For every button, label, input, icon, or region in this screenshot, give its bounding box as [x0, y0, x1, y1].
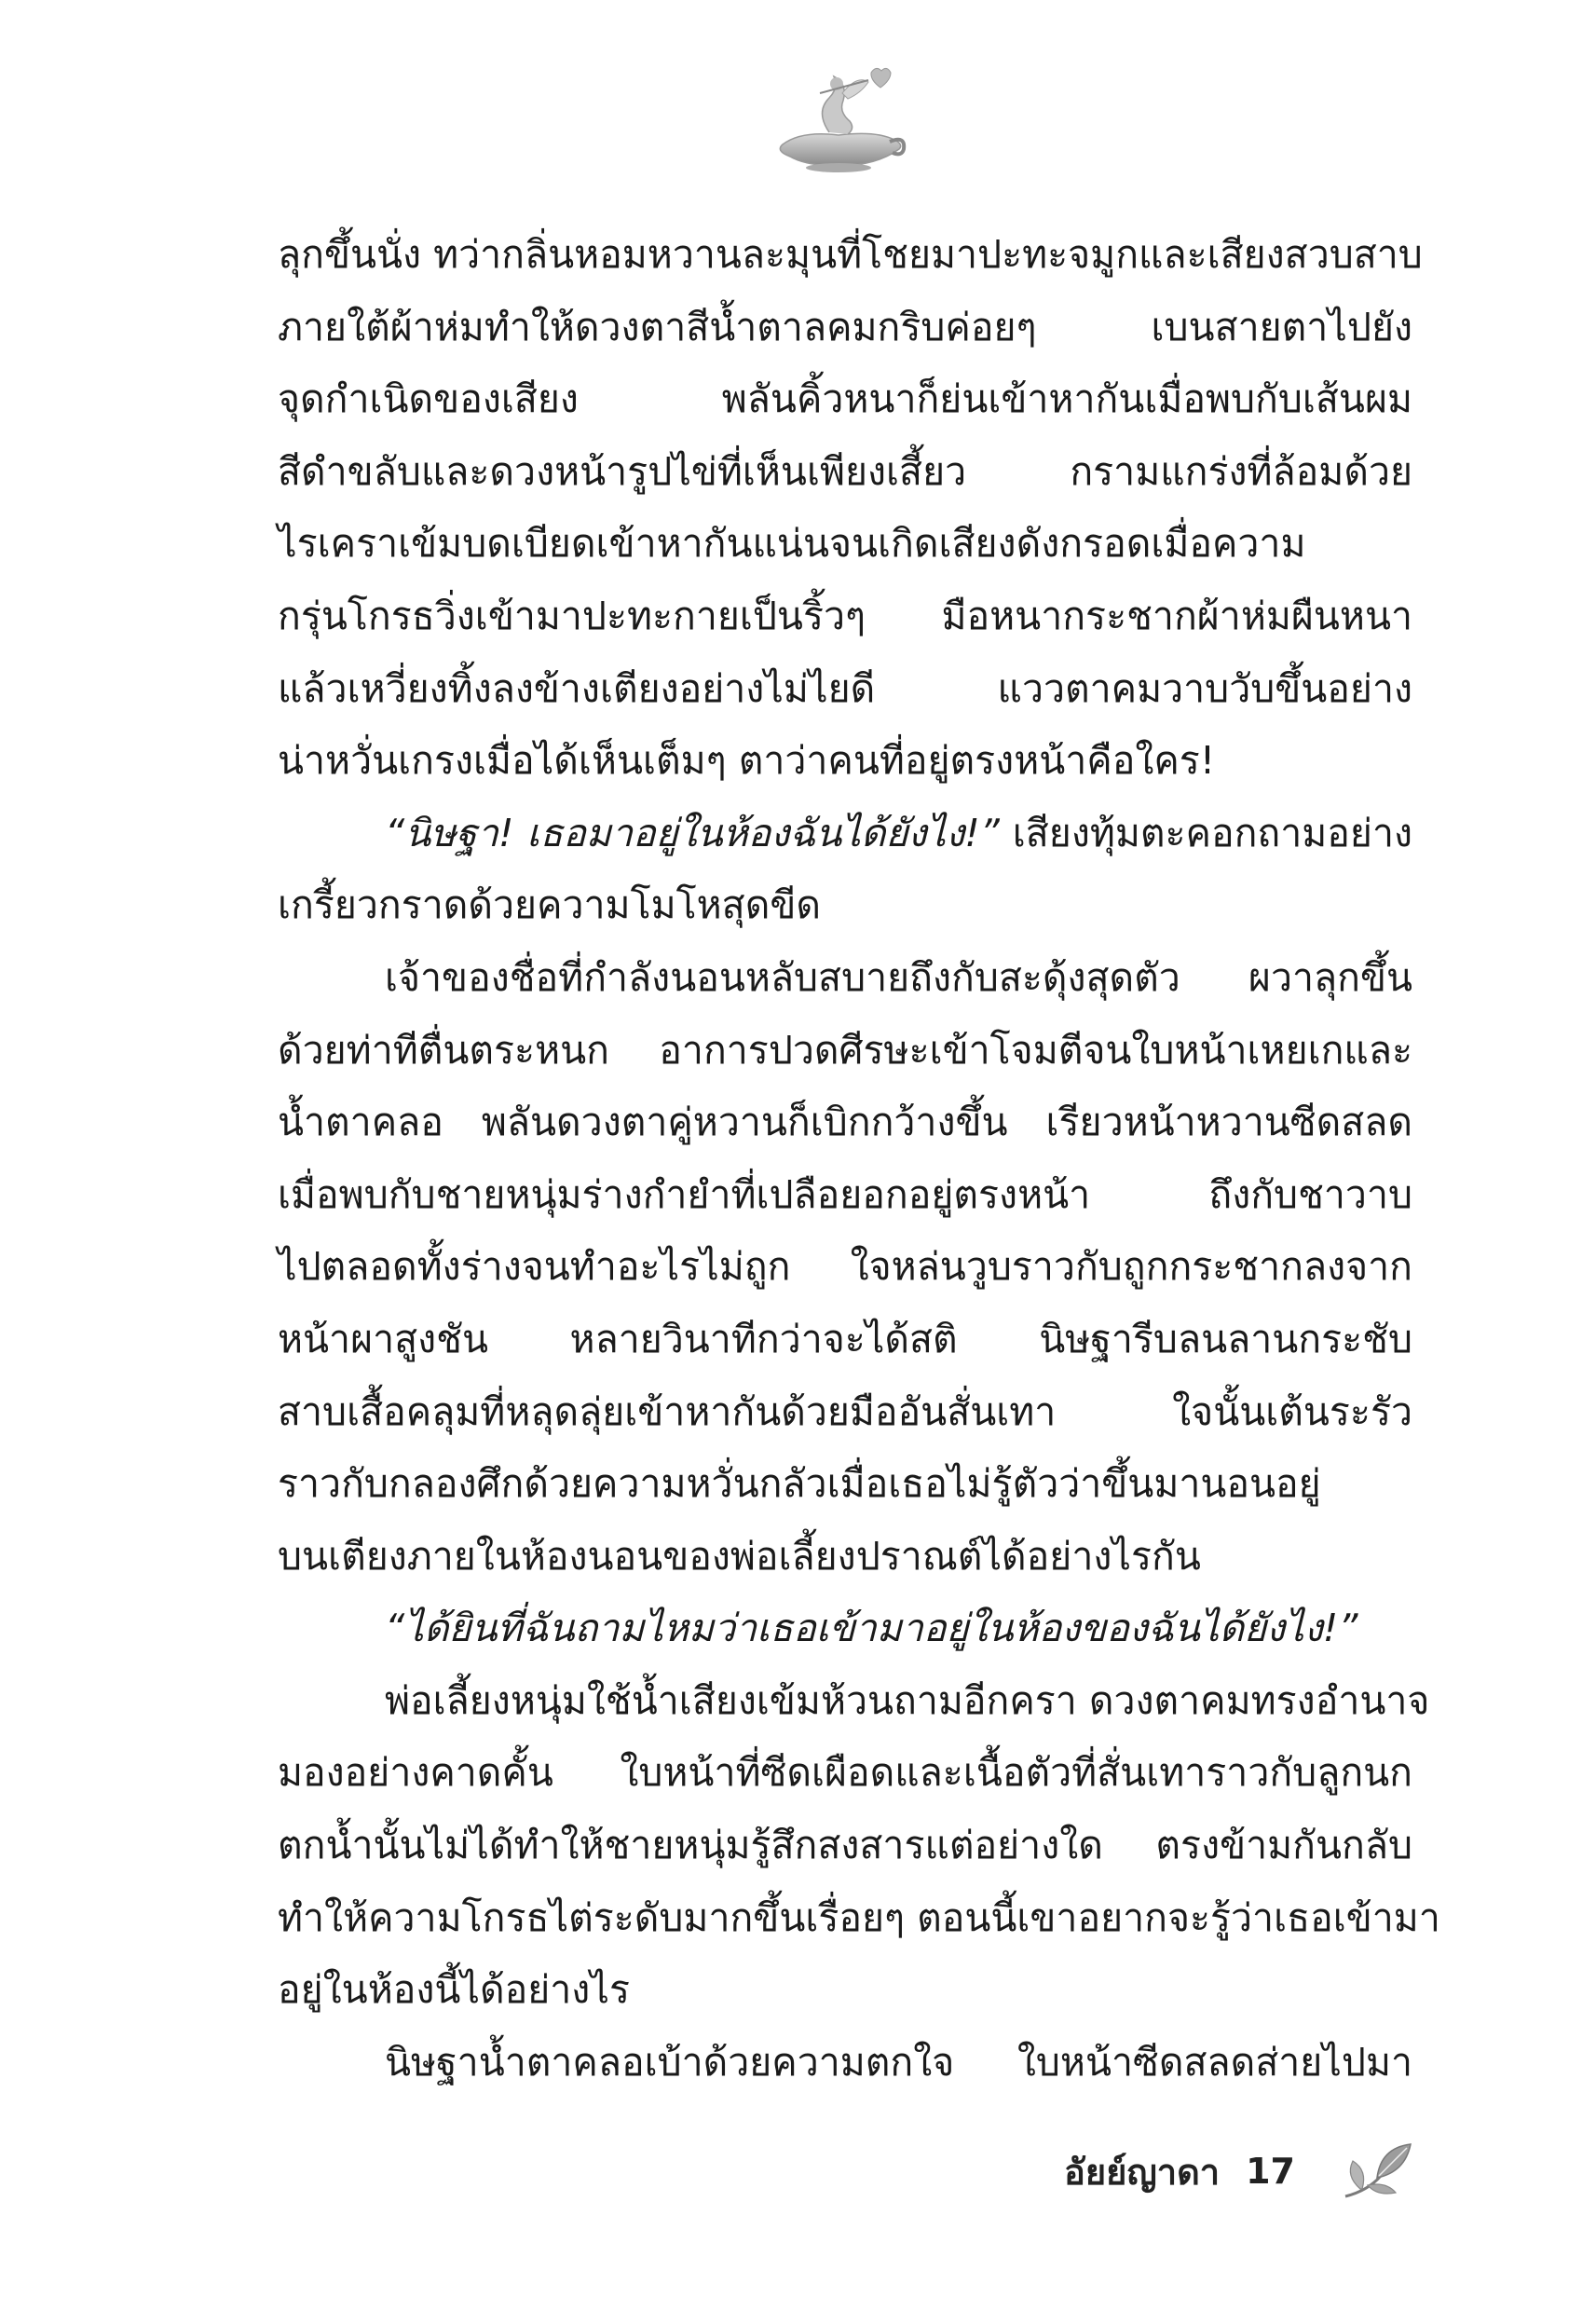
text-line: ด้วยท่าทีตื่นตระหนก อาการปวดศีรษะเข้าโจมตีจนใบหน้าเหยเกและ — [278, 1027, 1412, 1073]
text-line: ทำให้ความโกรธไต่ระดับมากขึ้นเรื่อยๆ ตอนนี้เขาอยากจะรู้ว่าเธอเข้ามา — [278, 1894, 1440, 1940]
text-line: น่าหวั่นเกรงเมื่อได้เห็นเต็มๆ ตาว่าคนที่อยู่ตรงหน้าคือใคร! — [278, 738, 1216, 784]
page-footer — [1064, 2134, 1414, 2208]
text-line: สาบเสื้อคลุมที่หลุดลุ่ยเข้าหากันด้วยมืออันสั่นเทา ใจนั้นเต้นระรัว — [278, 1388, 1412, 1434]
text-line: แล้วเหวี่ยงทิ้งลงข้างเตียงอย่างไม่ไยดี แววตาคมวาบวับขึ้นอย่าง — [278, 665, 1412, 711]
text-line: ลุกขึ้นนั่ง ทว่ากลิ่นหอมหวานละมุนที่โชยมาปะทะจมูกและเสียงสวบสาบ — [278, 232, 1423, 277]
page-body — [278, 219, 1440, 2099]
text-line: นิษฐาน้ำตาคลอเบ้าด้วยความตกใจ ใบหน้าซีดสลดส่ายไปมา — [385, 2039, 1412, 2085]
text-line: กรุ่นโกรธวิ่งเข้ามาปะทะกายเป็นริ้วๆ มือหนากระชากผ้าห่มผืนหนา — [278, 593, 1412, 638]
dialogue-quote: “นิษฐา! เธอมาอยู่ในห้องฉันได้ยังไง!” — [385, 810, 1000, 855]
text-line: ภายใต้ผ้าห่มทำให้ดวงตาสีน้ำตาลคมกริบค่อยๆ เบนสายตาไปยัง — [278, 304, 1412, 349]
dialogue-line — [278, 798, 1412, 870]
text-line: เจ้าของชื่อที่กำลังนอนหลับสบายถึงกับสะดุ้งสุดตัว ผวาลุกขึ้น — [385, 954, 1412, 1000]
text-line: มองอย่างคาดคั้น ใบหน้าที่ซีดเผือดและเนื้อตัวที่สั่นเทาราวกับลูกนก — [278, 1750, 1412, 1796]
text-line: ราวกับกลองศึกด้วยความหวั่นกลัวเมื่อเธอไม่รู้ตัวว่าขึ้นมานอนอยู่ — [278, 1461, 1321, 1507]
text-line: เกรี้ยวกราดด้วยความโมโหสุดขีด — [278, 882, 821, 928]
dialogue-narration: เสียงทุ้มตะคอกถามอย่าง — [999, 810, 1412, 855]
page-number: 17 — [1246, 2151, 1295, 2192]
text-line: ตกน้ำนั้นไม่ได้ทำให้ชายหนุ่มรู้สึกสงสารแต่อย่างใด ตรงข้ามกันกลับ — [278, 1823, 1412, 1868]
teapot-cupid-ornament-icon — [764, 56, 913, 177]
text-line: น้ำตาคลอ พลันดวงตาคู่หวานก็เบิกกว้างขึ้น เรียวหน้าหวานซีดสลด — [278, 1100, 1412, 1145]
text-line: พ่อเลี้ยงหนุ่มใช้น้ำเสียงเข้มห้วนถามอีกครา ดวงตาคมทรงอำนาจ — [385, 1677, 1430, 1723]
text-line: บนเตียงภายในห้องนอนของพ่อเลี้ยงปราณต์ได้อย่างไรกัน — [278, 1533, 1201, 1579]
text-line: จุดกำเนิดของเสียง พลันคิ้วหนาก็ย่นเข้าหากันเมื่อพบกับเส้นผม — [278, 376, 1412, 422]
text-line: ไรเคราเข้มบดเบียดเข้าหากันแน่นจนเกิดเสียงดังกรอดเมื่อความ — [278, 521, 1306, 567]
text-line: สีดำขลับและดวงหน้ารูปไข่ที่เห็นเพียงเสี้ยว กรามแกร่งที่ล้อมด้วย — [278, 448, 1412, 494]
text-line: ไปตลอดทั้งร่างจนทำอะไรไม่ถูก ใจหล่นวูบราวกับถูกกระชากลงจาก — [278, 1244, 1412, 1290]
text-line: เมื่อพบกับชายหนุ่มร่างกำยำที่เปลือยอกอยู่ตรงหน้า ถึงกับชาวาบ — [278, 1171, 1412, 1217]
text-line: อยู่ในห้องนี้ได้อย่างไร — [278, 1967, 630, 2013]
author-name: อัยย์ญาดา — [1064, 2151, 1221, 2193]
leaf-icon — [1340, 2139, 1414, 2204]
dialogue-line: “ได้ยินที่ฉันถามไหมว่าเธอเข้ามาอยู่ในห้องของฉันได้ยังไง!” — [385, 1606, 1358, 1651]
text-line: หน้าผาสูงชัน หลายวินาทีกว่าจะได้สติ นิษฐารีบลนลานกระชับ — [278, 1316, 1412, 1361]
